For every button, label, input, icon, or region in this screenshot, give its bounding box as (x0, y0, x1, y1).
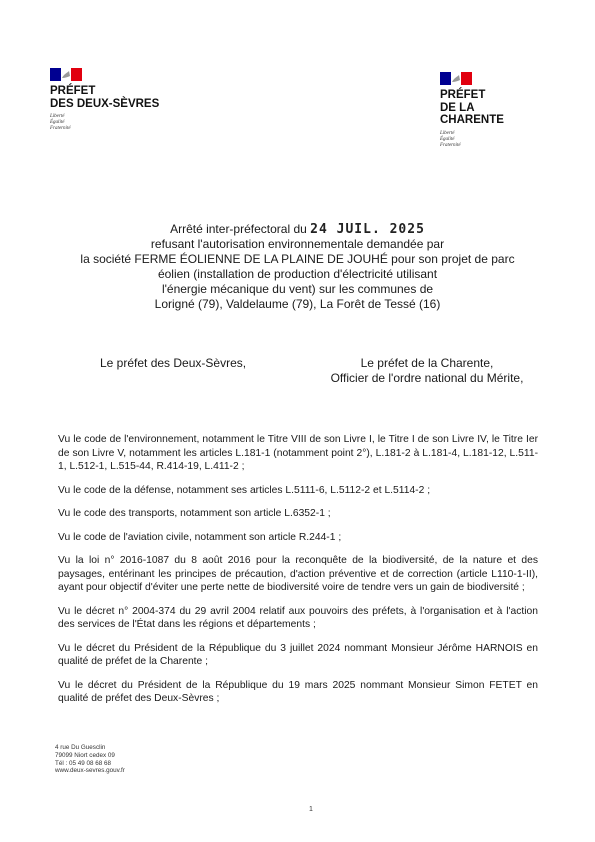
visa-paragraph: Vu le décret du Président de la République du 19 mars 2025 nommant Monsieur Simon FETET en qualité de préfet des Deux-Sèvres ; (58, 679, 538, 704)
prefecture-name-line: DES DEUX-SÈVRES (50, 97, 160, 110)
authority-line: Le préfet de la Charente, (360, 356, 494, 370)
prefecture-address (55, 744, 125, 775)
republic-motto (50, 114, 159, 132)
title-line (55, 222, 540, 237)
prefecture-name-line: DE LA (440, 101, 475, 114)
title-line: éolien (installation de production d'électricité utilisant (157, 267, 438, 281)
date-stamp: 24 JUIL. 2025 (310, 222, 425, 237)
motto-line: Liberté (440, 130, 455, 136)
motto-line: Égalité (440, 136, 455, 142)
prefecture-name-line: PRÉFET (440, 89, 486, 101)
visa-paragraph: Vu la loi n° 2016-1087 du 8 août 2016 pour la reconquête de la biodiversité, de la nature et des paysages, entérinant les principes de précaution, d'action préventive et de correction (article L110-1-II), ayant pour objectif d'éviter une perte nette de biodiversité voire de tendre vers un gain de biodiversité ; (58, 555, 538, 593)
visa-paragraph: Vu le code de l'environnement, notamment le Titre VIII de son Livre I, le Titre I de son Livre IV, le Titre Ier de son Livre V, notamment les articles L.181-1 (notamment point 2°), L.181-2 à L.181-4, L.181-12, L.511-1, L.512-1, L.515-44, R.414-19, L.411-2 ; (58, 434, 538, 472)
prefecture-name-line: CHARENTE (440, 114, 504, 126)
republic-motto (440, 131, 504, 149)
title-line: Lorigné (79), Valdelaume (79), La Forêt de Tessé (16) (154, 297, 441, 311)
address-line: 4 rue Du Guesclin (55, 744, 106, 751)
visa-paragraph: Vu le décret n° 2004-374 du 29 avril 2004 relatif aux pouvoirs des préfets, à l'organisation et à l'action des services de l'État dans les régions et départements ; (58, 605, 538, 630)
visa-list (58, 433, 538, 716)
prefecture-name (440, 89, 504, 127)
authority-charente (316, 356, 538, 386)
decree-title (55, 222, 540, 312)
marianne-flag-icon (440, 72, 472, 85)
website-line: www.deux-sevres.gouv.fr (55, 767, 125, 775)
visa-paragraph: Vu le code des transports, notamment son article L.6352-1 ; (58, 508, 331, 519)
motto-line: Égalité (50, 120, 65, 125)
visa-paragraph: Vu le code de la défense, notamment ses articles L.5111-6, L.5112-2 et L.5114-2 ; (58, 484, 431, 496)
title-line: refusant l'autorisation environnementale demandée par (150, 237, 445, 251)
prefecture-charente-logo (440, 72, 504, 149)
address-line: 79099 Niort cedex 09 (55, 751, 115, 759)
prefecture-name (50, 85, 159, 110)
visa-paragraph: Vu le décret du Président de la République du 3 juillet 2024 nommant Monsieur Jérôme HARNOIS en qualité de préfet de la Charente ; (58, 642, 538, 667)
visa-paragraph: Vu le code de l'aviation civile, notamment son article R.244-1 ; (58, 531, 342, 543)
prefecture-deux-sevres-logo (50, 68, 159, 132)
page-number: 1 (309, 806, 313, 813)
authority-deux-sevres (100, 356, 246, 371)
authority-line: Le préfet des Deux-Sèvres, (100, 356, 247, 370)
title-prefix: Arrêté inter-préfectoral du (170, 222, 307, 236)
motto-line: Fraternité (440, 142, 461, 148)
motto-line: Liberté (50, 114, 65, 119)
authority-line: Officier de l'ordre national du Mérite, (330, 371, 524, 385)
title-line: l'énergie mécanique du vent) sur les communes de (161, 282, 434, 296)
phone-line: Tél : 05 49 08 68 68 (55, 759, 112, 767)
title-line: la société FERME ÉOLIENNE DE LA PLAINE DE JOUHÉ pour son projet de parc (80, 252, 515, 266)
marianne-flag-icon (50, 68, 82, 81)
motto-line: Fraternité (50, 126, 71, 131)
prefecture-name-line: PRÉFET (50, 85, 96, 97)
